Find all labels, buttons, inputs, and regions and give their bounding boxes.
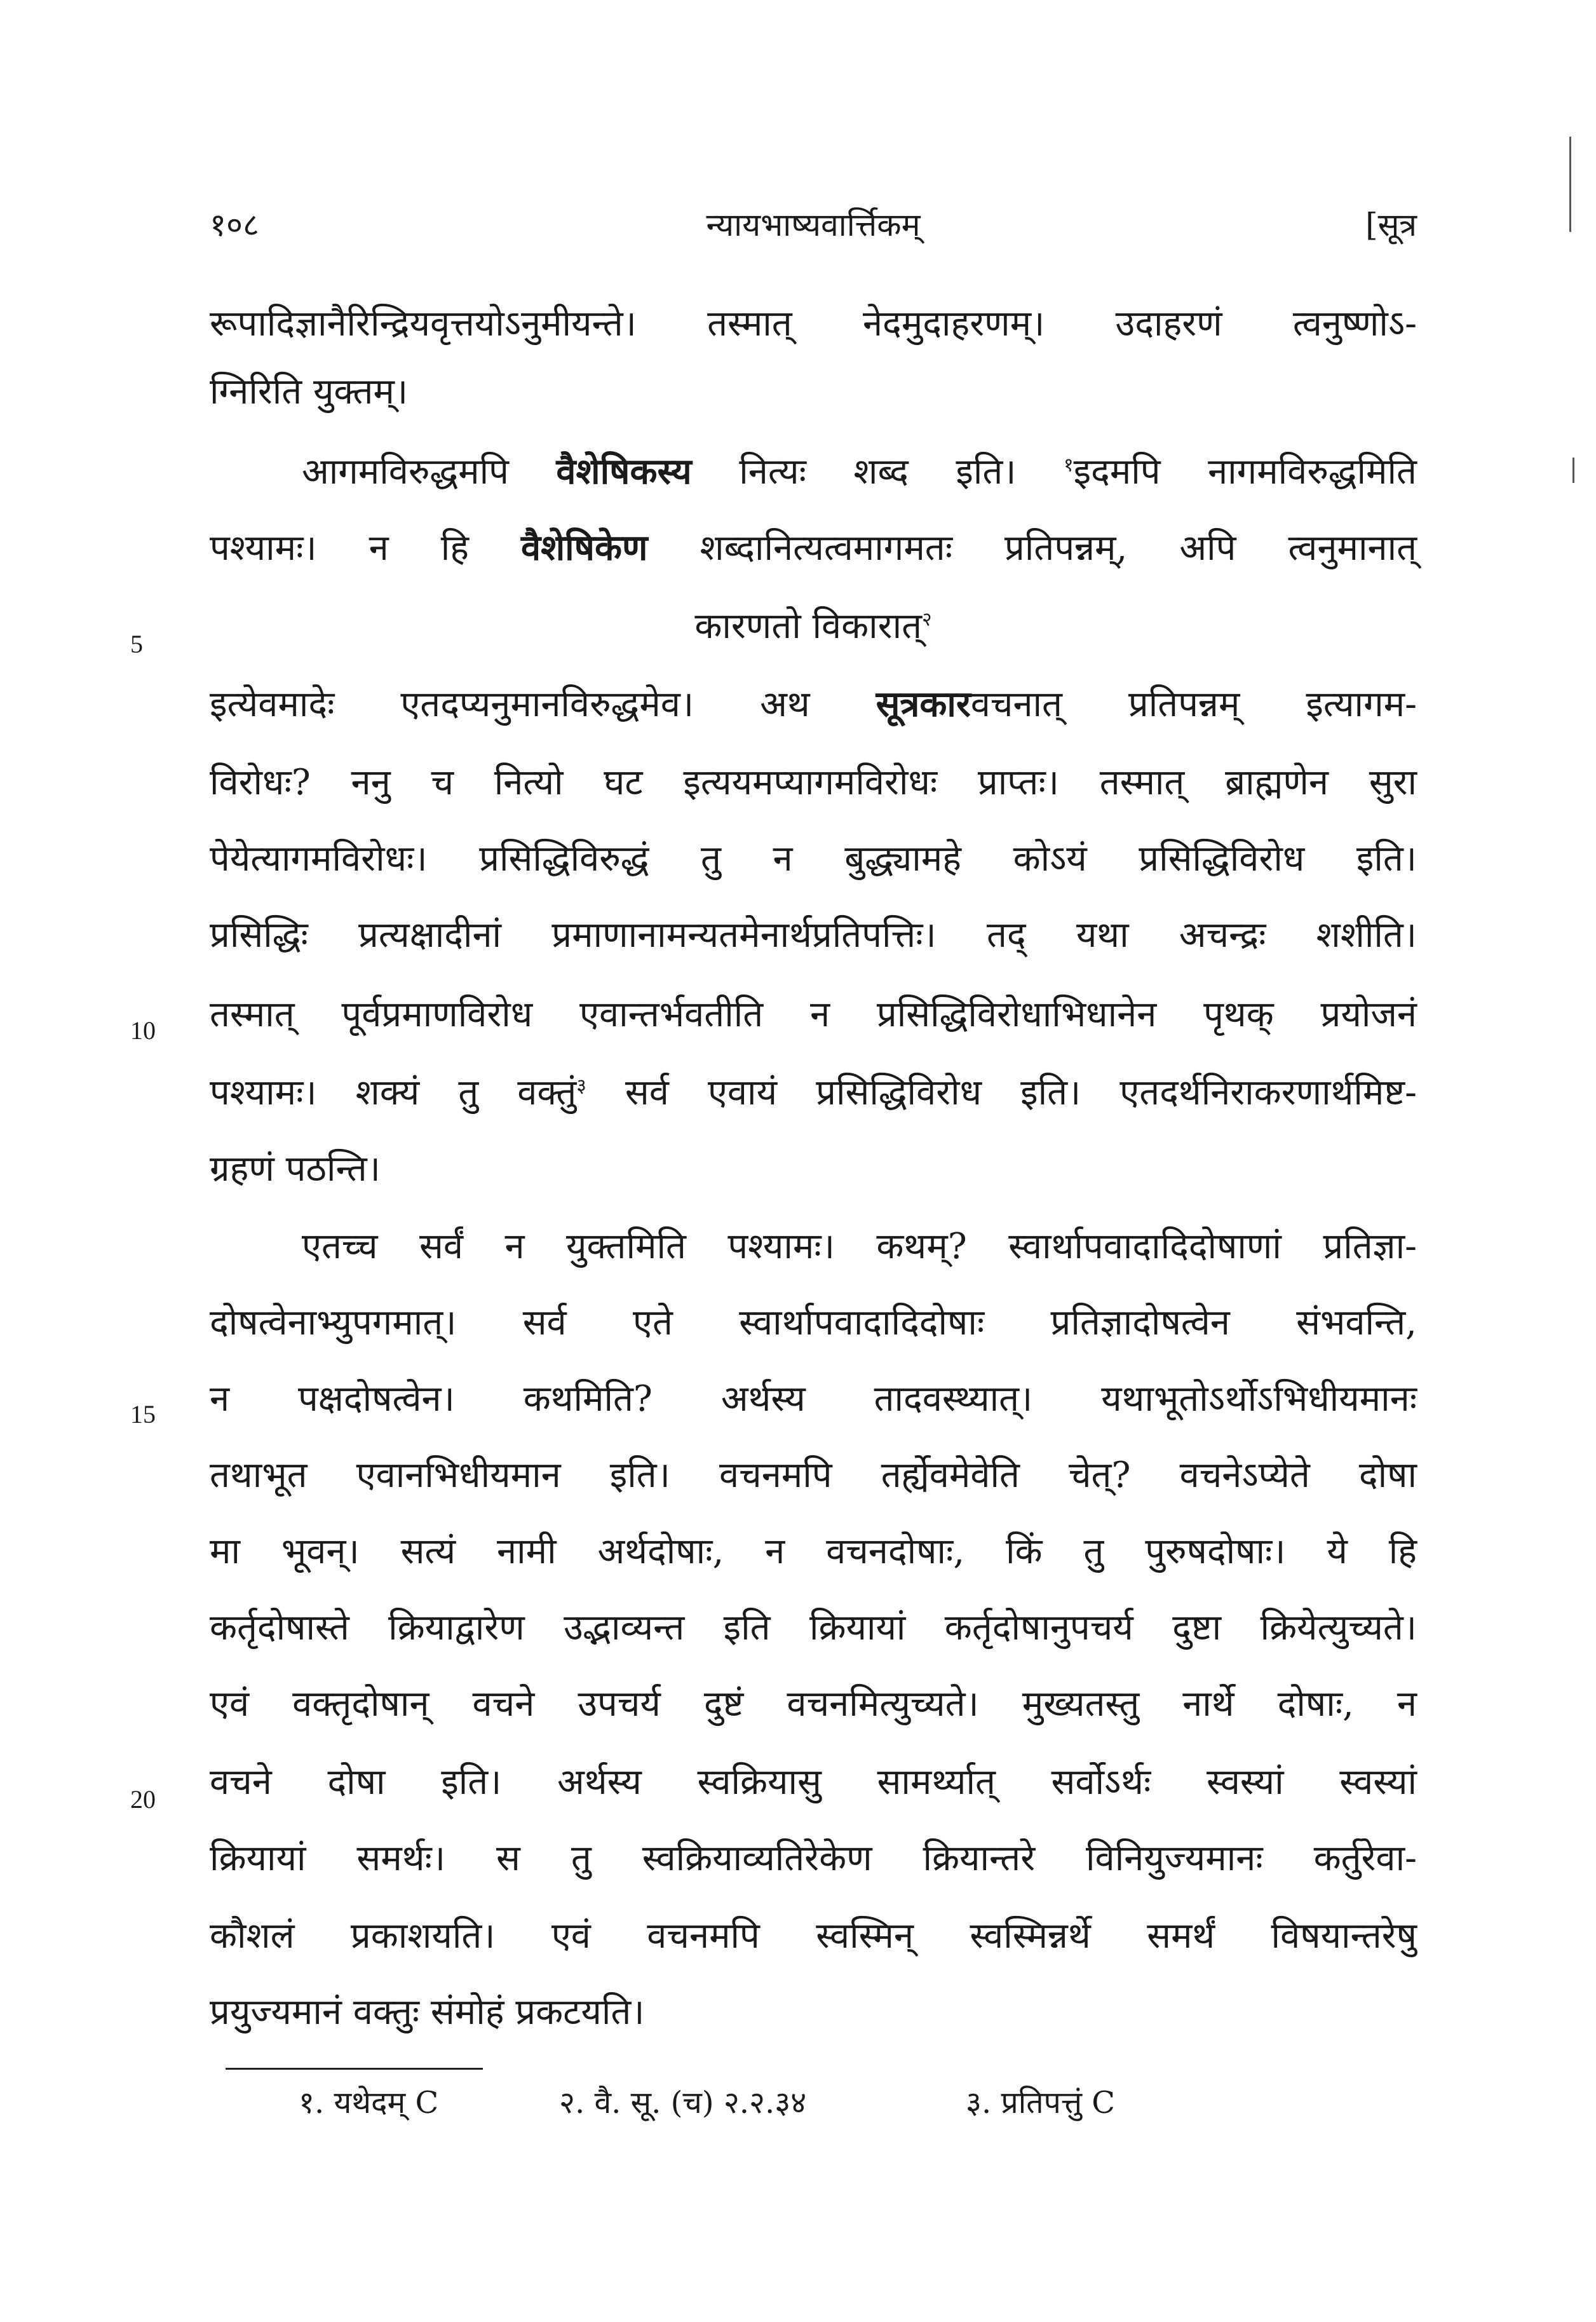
text-line: [210, 1298, 1417, 1348]
text-segment: पेयेत्यागमविरोधः। प्रसिद्धिविरुद्धं तु न बुद्ध्यामहे कोऽयं प्रसिद्धिविरोध इति।: [210, 838, 1417, 879]
text-segment: आगमविरुद्धमपि: [302, 451, 557, 492]
line-number-20: 20: [130, 1785, 156, 1814]
text-segment: पश्यामः। न हि: [210, 527, 521, 569]
text-line: [302, 446, 1417, 498]
text-line: [210, 1987, 1417, 2038]
line-number-15: 15: [130, 1400, 156, 1429]
footnote-2: २. वै. सू. (च) २.२.३४: [559, 2085, 807, 2121]
text-segment: तस्मात् पूर्वप्रमाणविरोध एवान्तर्भवतीति न प्रसिद्धिविरोधाभिधानेन पृथक् प्रयोजनं: [210, 994, 1417, 1035]
text-segment: कौशलं प्रकाशयति। एवं वचनमपि स्वस्मिन् स्वस्मिन्नर्थे समर्थं विषयान्तरेषु: [210, 1915, 1417, 1957]
text-segment: इत्येवमादेः एतदप्यनुमानविरुद्धमेव। अथ: [210, 684, 876, 725]
text-line: [210, 1144, 1417, 1195]
footnote-ref: २: [922, 608, 932, 631]
text-line: [210, 1833, 1417, 1884]
text-line: [210, 1603, 1417, 1653]
text-segment: न पक्षदोषत्वेन। कथमिति? अर्थस्य तादवस्थ्यात्। यथाभूतोऽर्थोऽभिधीयमानः: [210, 1378, 1417, 1420]
text-line: [210, 601, 1417, 652]
running-header: [210, 202, 1417, 253]
section-label: [सूत्र: [1365, 207, 1417, 243]
bold-term: वैशेषिकस्य: [556, 451, 692, 492]
scan-margin-mark: [1569, 137, 1571, 232]
text-line: [210, 367, 1417, 418]
text-segment: तथाभूत एवानभिधीयमान इति। वचनमपि तर्ह्येवमेवेति चेत्? वचनेऽप्येते दोषा: [210, 1455, 1417, 1496]
line-number-5: 5: [130, 630, 143, 658]
footnote-1: १. यथेदम् C: [299, 2085, 439, 2121]
footnote-3: ३. प्रतिपत्तुं C: [966, 2085, 1115, 2121]
text-line: [210, 757, 1417, 808]
text-line: [210, 679, 1417, 730]
text-line: [302, 1221, 1417, 1272]
text-line: [210, 1679, 1417, 1730]
footnote-rule: [226, 2068, 483, 2070]
text-segment: वचनात् प्रतिपन्नम् इत्यागम-: [970, 684, 1417, 725]
text-segment: इदमपि नागमविरुद्धमिति: [1073, 451, 1417, 492]
text-segment: कर्तृदोषास्ते क्रियाद्वारेण उद्भाव्यन्त इति क्रियायां कर्तृदोषानुपचर्य दुष्टा क्रियेत्युच्यते।: [210, 1607, 1417, 1648]
footnote-ref: १: [1063, 454, 1074, 477]
text-line: [210, 1757, 1417, 1808]
text-line: [210, 1068, 1417, 1118]
text-line: [210, 834, 1417, 885]
text-segment: नित्यः शब्द इति।: [691, 451, 1064, 492]
text-segment: विरोधः? ननु च नित्यो घट इत्ययमप्यागमविरोधः प्राप्तः। तस्मात् ब्राह्मणेन सुरा: [210, 762, 1417, 803]
text-line: [210, 1450, 1417, 1501]
text-segment: कारणतो विकारात्: [694, 606, 922, 647]
text-line: [210, 1526, 1417, 1577]
text-segment: रूपादिज्ञानैरिन्द्रियवृत्तयोऽनुमीयन्ते। तस्मात् नेदमुदाहरणम्। उदाहरणं त्वनुष्णोऽ-: [210, 303, 1417, 344]
footnote-ref: ३: [576, 1075, 586, 1097]
text-segment: मा भूवन्। सत्यं नामी अर्थदोषाः, न वचनदोषाः, किं तु पुरुषदोषाः। ये हि: [210, 1531, 1417, 1572]
bold-term: सूत्रकार: [876, 683, 971, 725]
scan-margin-mark: [1572, 458, 1574, 483]
text-line: [210, 299, 1417, 350]
text-segment: वचने दोषा इति। अर्थस्य स्वक्रियासु सामर्थ्यात् सर्वोऽर्थः स्वस्यां स्वस्यां: [210, 1762, 1417, 1803]
text-segment: ग्रहणं पठन्ति।: [210, 1148, 381, 1190]
text-line: [210, 522, 1417, 574]
text-line: [210, 989, 1417, 1040]
bold-term: वैशेषिकेण: [520, 527, 648, 569]
line-number-10: 10: [130, 1016, 156, 1045]
text-line: [210, 910, 1417, 961]
text-segment: दोषत्वेनाभ्युपगमात्। सर्व एते स्वार्थापवादादिदोषाः प्रतिज्ञादोषत्वेन संभवन्ति,: [210, 1302, 1417, 1343]
text-segment: सर्व एवायं प्रसिद्धिविरोध इति। एतदर्थनिराकरणार्थमिष्ट-: [586, 1072, 1417, 1113]
text-segment: क्रियायां समर्थः। स तु स्वक्रियाव्यतिरेकेण क्रियान्तरे विनियुज्यमानः कर्तुरेवा-: [210, 1838, 1417, 1879]
text-segment: पश्यामः। शक्यं तु वक्तुं: [210, 1072, 577, 1113]
text-line: [210, 1374, 1417, 1425]
text-segment: एवं वक्तृदोषान् वचने उपचर्य दुष्टं वचनमित्युच्यते। मुख्यतस्तु नार्थे दोषाः, न: [210, 1683, 1417, 1725]
text-segment: शब्दानित्यत्वमागमतः प्रतिपन्नम्, अपि त्वनुमानात्: [647, 527, 1417, 569]
text-segment: प्रसिद्धिः प्रत्यक्षादीनां प्रमाणानामन्यतमेनार्थप्रतिपत्तिः। तद् यथा अचन्द्रः शशीति।: [210, 914, 1417, 956]
running-title: न्यायभाष्यवार्त्तिकम्: [706, 207, 921, 243]
text-segment: प्रयुज्यमानं वक्तुः संमोहं प्रकटयति।: [210, 1992, 645, 2033]
page-number: १०८: [210, 207, 259, 243]
text-segment: एतच्च सर्वं न युक्तमिति पश्यामः। कथम्? स्वार्थापवादादिदोषाणां प्रतिज्ञा-: [302, 1226, 1417, 1267]
text-line: [210, 1911, 1417, 1962]
text-segment: ग्निरिति युक्तम्।: [210, 371, 409, 412]
